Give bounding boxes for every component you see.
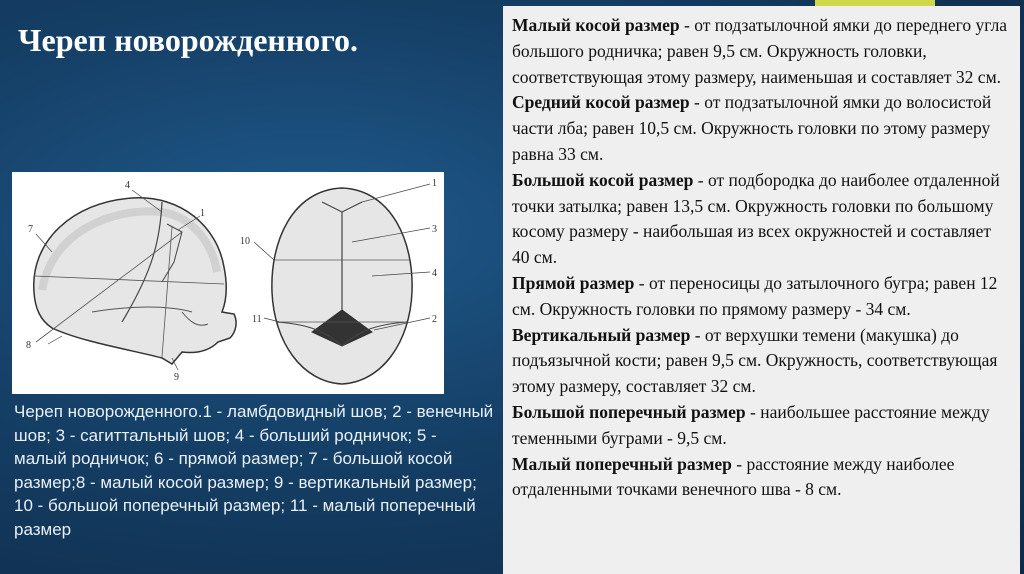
paragraph-large-transverse [512, 400, 1012, 452]
figure-label-8: 8 [26, 340, 31, 351]
definition: - наибольшее расстояние между теменными буграми - 9,5 см. [512, 401, 990, 448]
figure-label-2: 2 [432, 314, 437, 325]
figure-label-4: 4 [125, 180, 130, 191]
term: Большой косой размер [512, 169, 694, 190]
figure-label-10: 10 [240, 236, 250, 247]
figure-label-4-top: 4 [432, 268, 437, 279]
definition: - от верхушки темени (макушка) до подъязычной кости; равен 9,5 см. Окружность, соответствующая этому размеру, составляет 32 см. [512, 324, 998, 397]
paragraph-direct [512, 271, 1012, 323]
skull-top-view [272, 188, 412, 384]
definition: - от переносицы до затылочного бугра; равен 12 см. Окружность головки по прямому размеру - 34 см. [512, 272, 998, 319]
skull-side-view [34, 198, 236, 364]
paragraph-small-transverse [512, 452, 1012, 504]
paragraph-large-oblique [512, 168, 1012, 271]
figure-label-7: 7 [28, 224, 33, 235]
figure-label-3: 3 [432, 224, 437, 235]
term: Большой поперечный размер [512, 401, 746, 422]
skull-diagram [12, 172, 444, 394]
figure-label-9: 9 [174, 372, 179, 383]
paragraph-small-oblique [512, 13, 1012, 90]
term: Вертикальный размер [512, 324, 691, 345]
term: Малый поперечный размер [512, 453, 732, 474]
definition: - от подбородка до наиболее отдаленной точки затылка; равен 13,5 см. Окружность головки по большому косому размеру - наибольшая из всех окружностей и составляет 40 см. [512, 169, 1000, 268]
definition: - от подзатылочной ямки до волосистой части лба; равен 10,5 см. Окружность головки по этому размеру равна 33 см. [512, 92, 992, 164]
figure-label-1-top: 1 [432, 178, 437, 189]
figure-label-1: 1 [200, 208, 205, 219]
term: Средний косой размер [512, 92, 690, 113]
description-panel [503, 6, 1020, 574]
definition: - расстояние между наиболее отдаленными точками венечного шва - 8 см. [512, 453, 955, 500]
slide-title: Череп новорожденного. [18, 22, 359, 58]
term: Прямой размер [512, 272, 635, 293]
paragraph-vertical [512, 323, 1012, 400]
definition: - от подзатылочной ямки до переднего угла большого родничка; равен 9,5 см. Окружность головки, соответствующая этому размеру, наименьшая и составляет 32 см. [512, 15, 1008, 87]
skull-illustration [12, 172, 444, 394]
paragraph-middle-oblique [512, 90, 1012, 167]
figure-caption: Череп новорожденного.1 - ламбдовидный шов; 2 - венечный шов; 3 - сагиттальный шов; 4 - больший родничок; 5 - малый родничок; 6 - прямой размер; 7 - большой косой размер;8 - малый косой размер; 9 - вертикальный размер; 10 - большой поперечный размер; 11 - малый поперечный размер [14, 402, 494, 539]
figure-label-11: 11 [252, 314, 262, 325]
term: Малый косой размер [512, 15, 680, 35]
accent-bar [815, 0, 935, 6]
